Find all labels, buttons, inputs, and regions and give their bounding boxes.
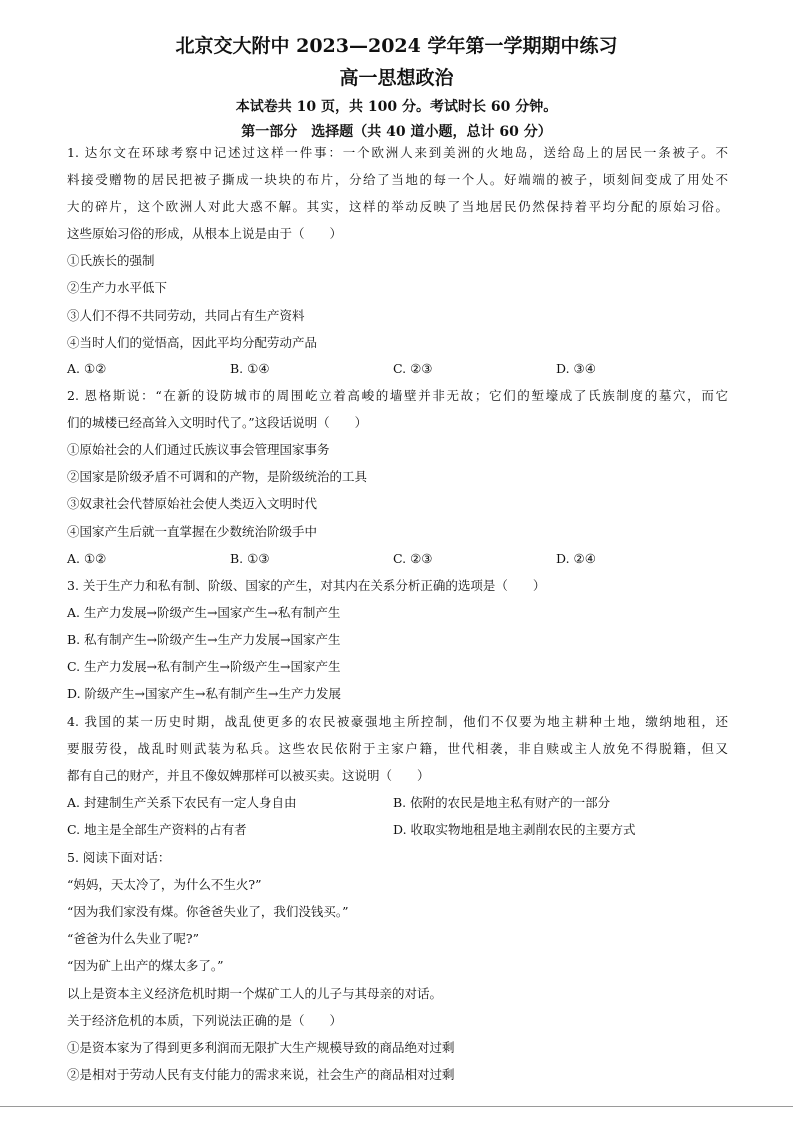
q4-stem-line-1: 4. 我国的某一历史时期，战乱使更多的农民被豪强地主所控制，他们不仅要为地主耕种土地，缴纳地租，还 (67, 714, 728, 729)
q5-context: 以上是资本主义经济危机时期一个煤矿工人的儿子与其母亲的对话。 (67, 986, 443, 1001)
q2-item-4: ④国家产生后就一直掌握在少数统治阶级手中 (67, 524, 318, 539)
q2-item-1: ①原始社会的人们通过氏族议事会管理国家事务 (67, 442, 330, 457)
exam-title: 北京交大附中 2023—2024 学年第一学期期中练习 (175, 35, 618, 57)
q1-option-b[interactable]: B. ①④ (230, 361, 270, 376)
q2-option-c[interactable]: C. ②③ (393, 551, 433, 566)
q1-stem-line-4: 这些原始习俗的形成，从根本上说是由于（ ） (67, 226, 343, 241)
q1-option-a[interactable]: A. ①② (67, 361, 107, 376)
q1-item-3: ③人们不得不共同劳动，共同占有生产资料 (67, 308, 305, 323)
section-heading: 第一部分 选择题（共 40 道小题，总计 60 分） (241, 124, 552, 140)
q5-item-1: ①是资本家为了得到更多利润而无限扩大生产规模导致的商品绝对过剩 (67, 1040, 455, 1055)
q3-stem: 3. 关于生产力和私有制、阶级、国家的产生，对其内在关系分析正确的选项是（ ） (67, 578, 546, 593)
q4-option-c[interactable]: C. 地主是全部生产资料的占有者 (67, 822, 247, 837)
q1-item-1: ①氏族长的强制 (67, 253, 155, 268)
q5-dialogue-3: “爸爸为什么失业了呢?” (67, 931, 199, 946)
q1-item-2: ②生产力水平低下 (67, 280, 168, 295)
q3-option-a[interactable]: A. 生产力发展→阶级产生→国家产生→私有制产生 (67, 605, 341, 620)
subject-title: 高一思想政治 (339, 67, 454, 89)
exam-info: 本试卷共 10 页，共 100 分。考试时长 60 分钟。 (235, 99, 558, 115)
q1-stem-line-3: 大的碎片，这个欧洲人对此大惑不解。其实，这样的举动反映了当地居民仍然保持着平均分配的原始习俗。 (67, 199, 728, 214)
q2-item-3: ③奴隶社会代替原始社会使人类迈入文明时代 (67, 496, 318, 511)
q1-option-d[interactable]: D. ③④ (556, 361, 596, 376)
q2-item-2: ②国家是阶级矛盾不可调和的产物，是阶级统治的工具 (67, 469, 368, 484)
q3-option-b[interactable]: B. 私有制产生→阶级产生→生产力发展→国家产生 (67, 632, 341, 647)
q5-question: 关于经济危机的本质，下列说法正确的是（ ） (67, 1013, 343, 1028)
q5-dialogue-4: “因为矿上出产的煤太多了。” (67, 958, 224, 973)
q2-option-a[interactable]: A. ①② (67, 551, 107, 566)
q5-item-2: ②是相对于劳动人民有支付能力的需求来说，社会生产的商品相对过剩 (67, 1067, 455, 1082)
q5-dialogue-2: “因为我们家没有煤。你爸爸失业了，我们没钱买。” (67, 904, 349, 919)
q1-stem-line-1: 1. 达尔文在环球考察中记述过这样一件事：一个欧洲人来到美洲的火地岛，送给岛上的居民一条被子。不 (67, 145, 728, 160)
q4-option-b[interactable]: B. 依附的农民是地主私有财产的一部分 (393, 795, 611, 810)
q2-option-b[interactable]: B. ①③ (230, 551, 270, 566)
q4-option-d[interactable]: D. 收取实物地租是地主剥削农民的主要方式 (393, 822, 636, 837)
q5-dialogue-1: “妈妈，天太冷了，为什么不生火?” (67, 877, 262, 892)
q1-stem-line-2: 料接受赠物的居民把被子撕成一块块的布片，分给了当地的每一个人。好端端的被子，顷刻间变成了用处不 (67, 172, 728, 187)
q3-option-d[interactable]: D. 阶级产生→国家产生→私有制产生→生产力发展 (67, 686, 341, 701)
page-bottom-divider (0, 1106, 793, 1107)
q1-item-4: ④当时人们的觉悟高，因此平均分配劳动产品 (67, 335, 318, 350)
q2-stem-line-1: 2. 恩格斯说：“在新的设防城市的周围屹立着高峻的墙壁并非无故；它们的堑壕成了氏族制度的墓穴，而它 (67, 388, 728, 403)
q2-option-d[interactable]: D. ②④ (556, 551, 596, 566)
q2-stem-line-2: 们的城楼已经高耸入文明时代了。”这段话说明（ ） (67, 415, 368, 430)
q3-option-c[interactable]: C. 生产力发展→私有制产生→阶级产生→国家产生 (67, 659, 341, 674)
q1-option-c[interactable]: C. ②③ (393, 361, 433, 376)
q5-stem: 5. 阅读下面对话： (67, 850, 171, 865)
q4-stem-line-3: 都有自己的财产，并且不像奴婢那样可以被买卖。这说明（ ） (67, 768, 430, 783)
q4-option-a[interactable]: A. 封建制生产关系下农民有一定人身自由 (67, 795, 297, 810)
q4-stem-line-2: 要服劳役，战乱时则武装为私兵。这些农民依附于主家户籍，世代相袭，非自赎或主人放免不得脱籍，但又 (67, 741, 728, 756)
